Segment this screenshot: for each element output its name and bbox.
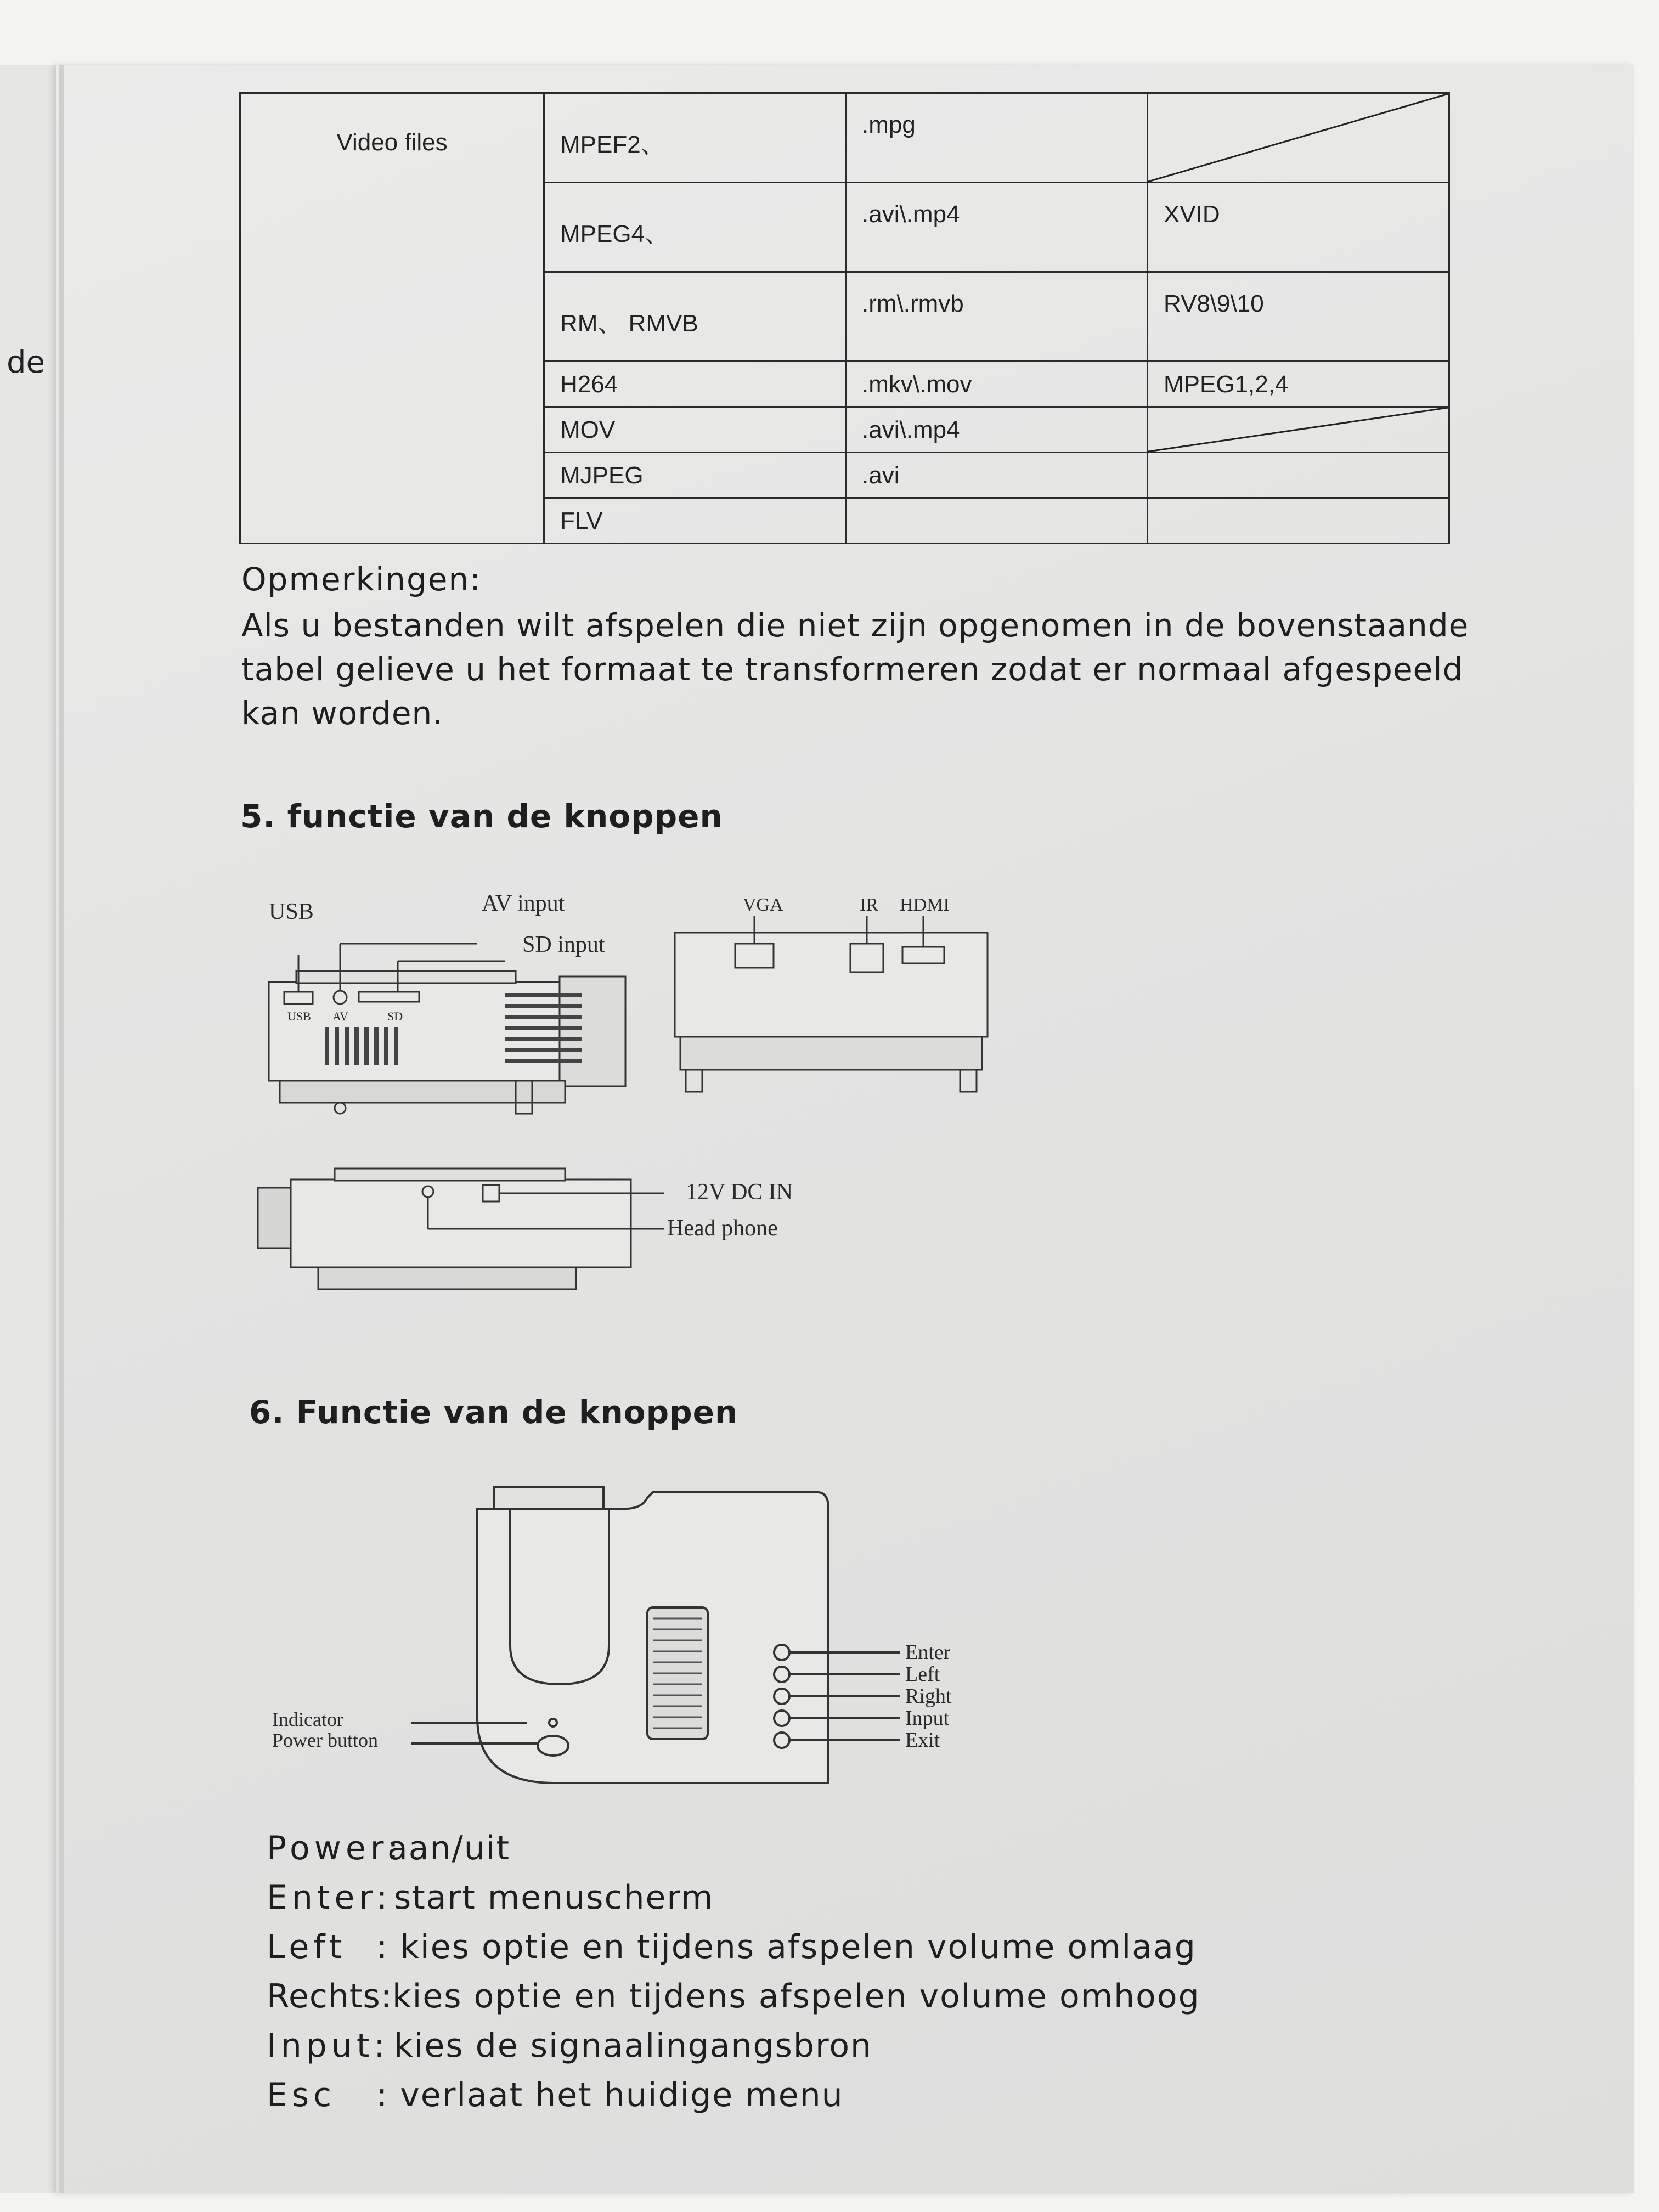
- enter-label: Enter: [905, 1641, 951, 1664]
- control-panel-diagram: [269, 1476, 982, 1794]
- button-description: start menuscherm: [394, 1878, 714, 1917]
- button-description: kies de signaalingangsbron: [394, 2027, 873, 2065]
- notes-title: Opmerkingen:: [241, 561, 482, 598]
- codec-cell: [1148, 453, 1449, 498]
- format-cell: MPEG4、: [544, 183, 846, 272]
- list-item: [267, 2070, 1200, 2120]
- left-page-edge: [0, 65, 56, 2193]
- button-description: kies optie en tijdens afspelen volume omhoog: [392, 1977, 1200, 2016]
- button-description: : kies optie en tijdens afspelen volume omlaag: [376, 1928, 1197, 1966]
- av-input-label: AV input: [482, 891, 565, 916]
- format-cell: FLV: [544, 498, 846, 544]
- extension-cell: .mkv\.mov: [846, 362, 1148, 407]
- codec-cell-empty: [1148, 93, 1449, 183]
- button-description: : verlaat het huidige menu: [376, 2076, 844, 2114]
- notes-line: kan worden.: [241, 695, 443, 732]
- sd-port-label: SD: [387, 1009, 403, 1023]
- list-item: [267, 1922, 1200, 1972]
- indicator-label: Indicator: [272, 1708, 343, 1730]
- button-key: Rechts:: [267, 1977, 392, 2016]
- list-item: [267, 1873, 1200, 1922]
- extension-cell: [846, 498, 1148, 544]
- hdmi-label: HDMI: [900, 895, 950, 915]
- table-row: [240, 93, 1449, 183]
- page-spine: [59, 65, 64, 2193]
- format-cell: MOV: [544, 407, 846, 453]
- input-label: Input: [905, 1707, 950, 1730]
- power-button-label: Power button: [272, 1729, 378, 1751]
- list-item: [267, 1972, 1200, 2021]
- extension-cell: .rm\.rmvb: [846, 272, 1148, 362]
- format-cell: H264: [544, 362, 846, 407]
- extension-cell: .mpg: [846, 93, 1148, 183]
- sd-input-label: SD input: [522, 932, 605, 957]
- codec-cell-empty: [1148, 407, 1449, 453]
- usb-label: USB: [269, 899, 314, 924]
- left-label: Left: [905, 1663, 940, 1686]
- notes-line: Als u bestanden wilt afspelen die niet zijn opgenomen in de bovenstaande: [241, 607, 1469, 644]
- vga-label: VGA: [743, 895, 783, 915]
- button-key: Input:: [267, 2027, 390, 2065]
- format-cell: MJPEG: [544, 453, 846, 498]
- codec-cell: XVID: [1148, 183, 1449, 272]
- list-item: [267, 1824, 1200, 1873]
- usb-port-label: USB: [287, 1009, 311, 1023]
- format-cell: MPEF2、: [544, 93, 846, 183]
- format-cell: RM、 RMVB: [544, 272, 846, 362]
- projector-ports-diagram: [252, 867, 1009, 1333]
- notes-body: [241, 603, 1481, 735]
- left-page-fragment: de: [7, 345, 45, 380]
- codec-cell: RV8\9\10: [1148, 272, 1449, 362]
- list-item: [267, 2021, 1200, 2070]
- button-key: Power:: [267, 1829, 403, 1867]
- exit-label: Exit: [905, 1729, 940, 1752]
- button-key: Enter:: [267, 1878, 392, 1917]
- category-cell: Video files: [240, 93, 544, 544]
- head-phone-label: Head phone: [667, 1216, 778, 1241]
- codec-cell: [1148, 498, 1449, 544]
- extension-cell: .avi\.mp4: [846, 407, 1148, 453]
- button-key: Esc: [267, 2076, 336, 2114]
- button-function-list: [267, 1824, 1200, 2120]
- section-5-heading: 5. functie van de knoppen: [240, 798, 723, 835]
- video-format-table: [239, 92, 1450, 544]
- right-label: Right: [905, 1685, 952, 1708]
- av-port-label: AV: [332, 1009, 348, 1023]
- codec-cell: MPEG1,2,4: [1148, 362, 1449, 407]
- dc-in-label: 12V DC IN: [686, 1180, 793, 1205]
- extension-cell: .avi: [846, 453, 1148, 498]
- section-6-heading: 6. Functie van de knoppen: [249, 1393, 738, 1431]
- button-description: aan/uit: [387, 1829, 510, 1867]
- extension-cell: .avi\.mp4: [846, 183, 1148, 272]
- notes-line: tabel gelieve u het formaat te transformeren zodat er normaal afgespeeld: [241, 651, 1464, 688]
- button-key: Left: [267, 1928, 346, 1966]
- ir-label: IR: [860, 895, 878, 915]
